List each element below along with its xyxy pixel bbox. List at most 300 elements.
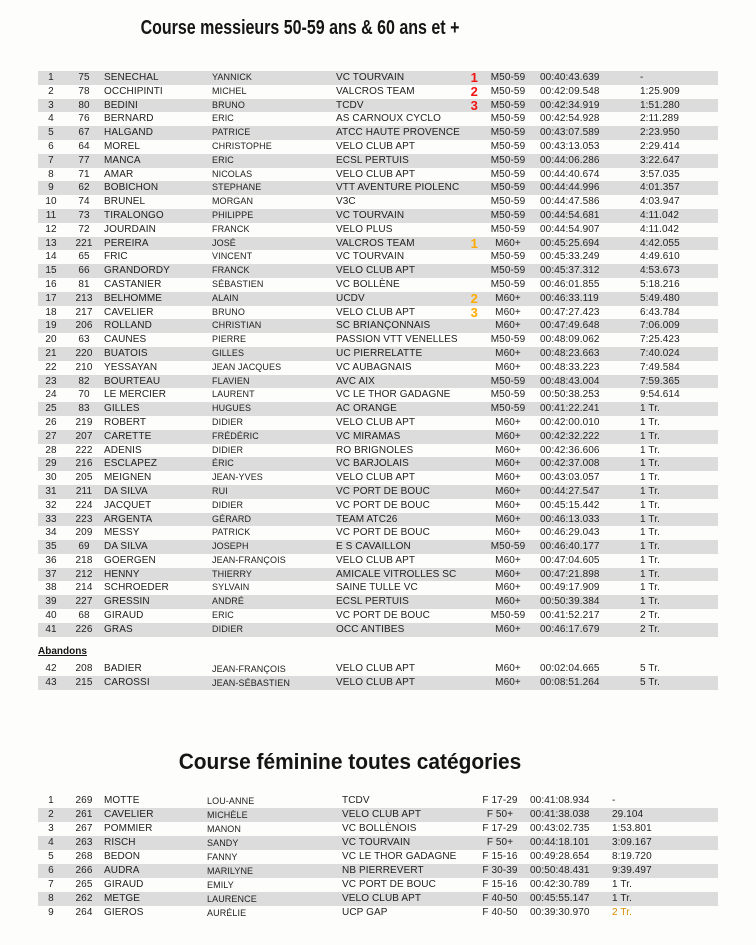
first-name-cell: BRUNO [212, 306, 246, 317]
last-name-cell: GRESSIN [104, 596, 150, 608]
first-name-cell: JEAN-FRANÇOIS [212, 664, 286, 674]
result-row [38, 878, 718, 892]
position-cell: 41 [45, 623, 57, 635]
category-cell: M50-59 [490, 154, 526, 166]
bib-number-cell: 206 [75, 320, 93, 332]
gap-cell: 1 Tr. [640, 596, 660, 608]
time-cell: 00:46:01.855 [540, 278, 600, 290]
category-rank-marker [452, 333, 478, 347]
club-cell: VC BOLLÈNOIS [342, 823, 417, 834]
category-cell: M60+ [495, 292, 521, 304]
result-row [38, 906, 718, 920]
club-cell: AC ORANGE [336, 403, 397, 415]
gap-cell: 6:43.784 [640, 306, 680, 318]
time-cell: 00:45:25.694 [540, 237, 600, 249]
women-results-table [38, 794, 718, 920]
first-name-cell: DIDIER [212, 416, 244, 427]
position-cell: 25 [45, 403, 57, 415]
category-cell: M60+ [495, 444, 521, 456]
time-cell: 00:08:51.264 [540, 677, 600, 688]
gap-cell: 1 Tr. [640, 458, 660, 470]
position-cell: 3 [48, 99, 54, 111]
club-cell: VC LE THOR GADAGNE [336, 389, 451, 401]
first-name-cell: DIDIER [212, 499, 244, 510]
category-rank-marker [452, 375, 478, 389]
result-row [38, 250, 718, 264]
first-name-cell: JOSEPH [212, 541, 249, 552]
bib-number-cell: 83 [78, 403, 90, 415]
club-cell: VC TOURVAIN [342, 837, 411, 848]
bib-number-cell: 218 [75, 554, 93, 566]
first-name-cell: PHILIPPE [212, 209, 254, 220]
last-name-cell: FRIC [104, 251, 128, 263]
time-cell: 00:45:33.249 [540, 251, 600, 263]
category-rank-marker [452, 499, 478, 513]
category-cell: M60+ [495, 568, 521, 580]
position-cell: 12 [45, 223, 57, 235]
category-cell: M60+ [495, 582, 521, 594]
result-row [38, 181, 718, 195]
result-row [38, 623, 718, 637]
position-cell: 34 [45, 527, 57, 539]
position-cell: 8 [48, 168, 54, 180]
gap-cell: 2 Tr. [640, 623, 660, 635]
last-name-cell: BRUNEL [104, 196, 146, 208]
category-cell: F 40-50 [482, 893, 518, 904]
first-name-cell: JEAN-YVES [212, 472, 263, 483]
time-cell: 00:42:30.789 [530, 879, 590, 890]
time-cell: 00:41:52.217 [540, 610, 600, 622]
bib-number-cell: 266 [75, 865, 93, 876]
gap-cell: 3:09.167 [612, 837, 652, 848]
bib-number-cell: 264 [75, 907, 93, 918]
gap-cell: 1 Tr. [640, 554, 660, 566]
gap-cell: 5:49.480 [640, 292, 680, 304]
club-cell: AMICALE VITROLLES SC [336, 568, 457, 580]
category-cell: M60+ [495, 527, 521, 539]
gap-cell: 1 Tr. [640, 499, 660, 511]
position-cell: 29 [45, 458, 57, 470]
category-rank-marker [452, 319, 478, 333]
time-cell: 00:46:29.043 [540, 527, 600, 539]
result-row [38, 292, 718, 306]
bib-number-cell: 69 [78, 541, 90, 553]
time-cell: 00:43:07.589 [540, 127, 600, 139]
last-name-cell: PEREIRA [104, 237, 149, 249]
category-rank-marker [452, 402, 478, 416]
category-cell: M50-59 [490, 196, 526, 208]
position-cell: 43 [45, 677, 57, 688]
bib-number-cell: 224 [75, 499, 93, 511]
result-row [38, 540, 718, 554]
category-cell: M50-59 [490, 375, 526, 387]
club-cell: VC PORT DE BOUC [342, 879, 436, 890]
first-name-cell: JEAN JACQUES [212, 361, 282, 372]
result-row [38, 126, 718, 140]
category-cell: M60+ [495, 499, 521, 511]
position-cell: 42 [45, 663, 57, 674]
first-name-cell: FLAVIEN [212, 375, 250, 386]
club-cell: VELO CLUB APT [336, 265, 416, 277]
category-cell: M50-59 [490, 72, 526, 83]
time-cell: 00:48:43.004 [540, 375, 600, 387]
time-cell: 00:45:15.442 [540, 499, 600, 511]
club-cell: NB PIERREVERT [342, 865, 424, 876]
bib-number-cell: 78 [78, 85, 90, 97]
category-cell: F 15-16 [482, 851, 518, 862]
time-cell: 00:44:40.674 [540, 168, 600, 180]
position-cell: 18 [45, 306, 57, 318]
club-cell: VELO CLUB APT [336, 554, 416, 566]
last-name-cell: DA SILVA [104, 485, 148, 497]
result-row [38, 416, 718, 430]
category-rank-marker [452, 181, 478, 195]
gap-cell: 5 Tr. [640, 663, 660, 674]
time-cell: 00:47:04.605 [540, 554, 600, 566]
club-cell: VELO CLUB APT [336, 306, 416, 318]
last-name-cell: POMMIER [104, 823, 153, 834]
category-cell: M60+ [495, 347, 521, 359]
result-row [38, 850, 718, 864]
last-name-cell: CASTANIER [104, 278, 162, 290]
category-rank-marker: 2 [470, 83, 478, 99]
first-name-cell: JEAN-FRANÇOIS [212, 554, 286, 565]
category-rank-marker [452, 278, 478, 292]
category-cell: M60+ [495, 623, 521, 635]
position-cell: 6 [48, 140, 54, 152]
position-cell: 40 [45, 610, 57, 622]
club-cell: UCDV [336, 292, 365, 304]
first-name-cell: MICHEL [212, 85, 247, 96]
category-cell: M50-59 [490, 265, 526, 277]
last-name-cell: HALGAND [104, 127, 154, 139]
last-name-cell: CAVELIER [104, 809, 154, 820]
category-rank-marker [452, 209, 478, 223]
club-cell: VC PORT DE BOUC [336, 499, 430, 511]
category-cell: F 50+ [486, 837, 514, 848]
first-name-cell: NICOLAS [212, 168, 253, 179]
last-name-cell: CARETTE [104, 430, 152, 442]
position-cell: 15 [45, 265, 57, 277]
last-name-cell: MOTTE [104, 795, 140, 806]
gap-cell: 1:53.801 [612, 823, 652, 834]
last-name-cell: RISCH [104, 837, 136, 848]
category-rank-marker [452, 250, 478, 264]
bib-number-cell: 216 [75, 458, 93, 470]
result-row [38, 485, 718, 499]
last-name-cell: HENNY [104, 568, 140, 580]
result-row [38, 347, 718, 361]
category-rank-marker [452, 540, 478, 554]
position-cell: 13 [45, 237, 57, 249]
position-cell: 5 [48, 851, 54, 862]
position-cell: 8 [48, 893, 54, 904]
result-row [38, 154, 718, 168]
bib-number-cell: 67 [78, 127, 90, 139]
result-row [38, 444, 718, 458]
category-rank-marker [452, 554, 478, 568]
last-name-cell: TIRALONGO [104, 209, 164, 221]
bib-number-cell: 207 [75, 430, 93, 442]
category-cell: M50-59 [490, 610, 526, 622]
category-cell: F 15-16 [482, 879, 518, 890]
bib-number-cell: 262 [75, 893, 93, 904]
gap-cell: 5 Tr. [640, 677, 660, 688]
last-name-cell: ARGENTA [104, 513, 153, 525]
last-name-cell: SCHROEDER [104, 582, 169, 594]
position-cell: 19 [45, 320, 57, 332]
category-rank-marker [452, 416, 478, 430]
club-cell: VC AUBAGNAIS [336, 361, 412, 373]
result-row [38, 402, 718, 416]
category-rank-marker: 1 [470, 70, 478, 85]
category-cell: M60+ [495, 306, 521, 318]
first-name-cell: ERIC [212, 154, 234, 165]
first-name-cell: AURÉLIE [207, 908, 247, 918]
gap-cell: 9:54.614 [640, 389, 680, 401]
last-name-cell: YESSAYAN [104, 361, 158, 373]
club-cell: AS CARNOUX CYCLO [336, 113, 441, 125]
gap-cell: 2:29.414 [640, 140, 680, 152]
club-cell: SAINE TULLE VC [336, 582, 418, 594]
category-cell: M50-59 [490, 541, 526, 553]
position-cell: 37 [45, 568, 57, 580]
category-rank-marker [452, 168, 478, 182]
result-row [38, 499, 718, 513]
first-name-cell: LAURENCE [207, 894, 257, 904]
bib-number-cell: 221 [75, 237, 93, 249]
club-cell: VC TOURVAIN [336, 72, 405, 83]
position-cell: 5 [48, 127, 54, 139]
club-cell: SC BRIANÇONNAIS [336, 320, 431, 332]
bib-number-cell: 213 [75, 292, 93, 304]
last-name-cell: BUATOIS [104, 347, 148, 359]
last-name-cell: BERNARD [104, 113, 154, 125]
time-cell: 00:42:34.919 [540, 99, 600, 111]
category-rank-marker: 3 [470, 97, 478, 113]
last-name-cell: OCCHIPINTI [104, 85, 163, 97]
result-row [38, 794, 718, 808]
time-cell: 00:47:49.648 [540, 320, 600, 332]
club-cell: UCP GAP [342, 907, 388, 918]
club-cell: TCDV [336, 99, 364, 111]
category-cell: M60+ [495, 596, 521, 608]
bib-number-cell: 219 [75, 416, 93, 428]
time-cell: 00:49:28.654 [530, 851, 590, 862]
club-cell: ECSL PERTUIS [336, 154, 409, 166]
club-cell: VELO CLUB APT [336, 663, 416, 674]
bib-number-cell: 66 [78, 265, 90, 277]
position-cell: 16 [45, 278, 57, 290]
last-name-cell: BOBICHON [104, 182, 159, 194]
men-abandons-table [38, 662, 718, 690]
men-race-title: Course messieurs 50-59 ans & 60 ans et + [140, 17, 460, 39]
result-row [38, 99, 718, 113]
club-cell: VELO CLUB APT [336, 416, 416, 428]
category-rank-marker [452, 361, 478, 375]
last-name-cell: GILLES [104, 403, 140, 415]
last-name-cell: LE MERCIER [104, 389, 167, 401]
men-results-table [38, 71, 718, 637]
club-cell: VELO CLUB APT [342, 809, 422, 820]
result-row [38, 237, 718, 251]
time-cell: 00:46:13.033 [540, 513, 600, 525]
category-rank-marker: 3 [470, 304, 478, 320]
bib-number-cell: 77 [78, 154, 90, 166]
bib-number-cell: 65 [78, 251, 90, 263]
time-cell: 00:48:09.062 [540, 334, 600, 346]
category-rank-marker [452, 223, 478, 237]
first-name-cell: FRANCK [212, 265, 250, 276]
time-cell: 00:02:04.665 [540, 663, 600, 674]
club-cell: VELO PLUS [336, 223, 393, 235]
bib-number-cell: 63 [78, 334, 90, 346]
position-cell: 33 [45, 513, 57, 525]
last-name-cell: CAUNES [104, 334, 147, 346]
gap-cell: 2 Tr. [612, 907, 632, 918]
position-cell: 3 [48, 823, 54, 834]
time-cell: 00:43:03.057 [540, 472, 600, 484]
last-name-cell: DA SILVA [104, 541, 148, 553]
gap-cell: 1:25.909 [640, 85, 680, 97]
category-cell: M50-59 [490, 209, 526, 221]
first-name-cell: GILLES [212, 347, 245, 358]
category-cell: M60+ [495, 513, 521, 525]
first-name-cell: PATRICK [212, 527, 251, 538]
first-name-cell: ERIC [212, 113, 234, 124]
bib-number-cell: 269 [75, 795, 93, 806]
category-cell: M60+ [495, 361, 521, 373]
bib-number-cell: 214 [75, 582, 93, 594]
time-cell: 00:44:06.286 [540, 154, 600, 166]
bib-number-cell: 68 [78, 610, 90, 622]
last-name-cell: GRANDORDY [104, 265, 170, 277]
position-cell: 27 [45, 430, 57, 442]
gap-cell: - [640, 72, 644, 83]
category-cell: M60+ [495, 430, 521, 442]
category-cell: M60+ [495, 663, 521, 674]
first-name-cell: MORGAN [212, 196, 254, 207]
club-cell: VC MIRAMAS [336, 430, 401, 442]
category-cell: M60+ [495, 320, 521, 332]
first-name-cell: ANDRÉ [212, 596, 245, 607]
time-cell: 00:48:23.663 [540, 347, 600, 359]
category-cell: M50-59 [490, 85, 526, 97]
category-cell: M50-59 [490, 389, 526, 401]
category-rank-marker [452, 112, 478, 126]
position-cell: 23 [45, 375, 57, 387]
first-name-cell: FRANCK [212, 223, 250, 234]
last-name-cell: JACQUET [104, 499, 152, 511]
gap-cell: 4:49.610 [640, 251, 680, 263]
bib-number-cell: 208 [75, 663, 93, 674]
club-cell: VELO CLUB APT [336, 168, 416, 180]
last-name-cell: ROLLAND [104, 320, 152, 332]
gap-cell: 9:39.497 [612, 865, 652, 876]
club-cell: VALCROS TEAM [336, 237, 415, 249]
category-rank-marker [452, 676, 478, 690]
position-cell: 9 [48, 907, 54, 918]
first-name-cell: MARILYNE [207, 866, 254, 876]
last-name-cell: GIRAUD [104, 879, 144, 890]
result-row [38, 278, 718, 292]
last-name-cell: JOURDAIN [104, 223, 156, 235]
gap-cell: 2:23.950 [640, 127, 680, 139]
first-name-cell: LAURENT [212, 389, 255, 400]
gap-cell: 4:03.947 [640, 196, 680, 208]
last-name-cell: MOREL [104, 140, 141, 152]
gap-cell: 1 Tr. [640, 472, 660, 484]
first-name-cell: LOU-ANNE [207, 796, 255, 806]
result-row [38, 264, 718, 278]
result-row [38, 209, 718, 223]
position-cell: 14 [45, 251, 57, 263]
bib-number-cell: 268 [75, 851, 93, 862]
result-row [38, 112, 718, 126]
position-cell: 26 [45, 416, 57, 428]
position-cell: 4 [48, 837, 54, 848]
club-cell: TEAM ATC26 [336, 513, 398, 525]
first-name-cell: SYLVAIN [212, 582, 250, 593]
gap-cell: 1 Tr. [640, 568, 660, 580]
bib-number-cell: 217 [75, 306, 93, 318]
category-cell: M50-59 [490, 223, 526, 235]
bib-number-cell: 210 [75, 361, 93, 373]
last-name-cell: SENECHAL [104, 72, 159, 83]
club-cell: VELO CLUB APT [336, 140, 416, 152]
first-name-cell: ERIC [212, 610, 234, 621]
first-name-cell: RUI [212, 485, 228, 496]
category-rank-marker [452, 568, 478, 582]
bib-number-cell: 226 [75, 623, 93, 635]
gap-cell: 3:57.035 [640, 168, 680, 180]
category-rank-marker [452, 444, 478, 458]
last-name-cell: AMAR [104, 168, 134, 180]
category-cell: M60+ [495, 237, 521, 249]
category-cell: M60+ [495, 485, 521, 497]
time-cell: 00:41:38.038 [530, 809, 590, 820]
bib-number-cell: 267 [75, 823, 93, 834]
category-cell: F 50+ [486, 809, 514, 820]
position-cell: 1 [48, 795, 54, 806]
time-cell: 00:44:44.996 [540, 182, 600, 194]
gap-cell: 2:11.289 [640, 113, 679, 125]
first-name-cell: DIDIER [212, 444, 244, 455]
first-name-cell: HUGUES [212, 403, 252, 414]
category-cell: M50-59 [490, 99, 526, 111]
result-row [38, 471, 718, 485]
category-cell: F 17-29 [482, 823, 518, 834]
result-row [38, 333, 718, 347]
bib-number-cell: 70 [78, 389, 90, 401]
result-row [38, 609, 718, 623]
time-cell: 00:47:21.898 [540, 568, 600, 580]
time-cell: 00:39:30.970 [530, 907, 590, 918]
gap-cell: 29.104 [612, 809, 644, 820]
result-row [38, 595, 718, 609]
bib-number-cell: 72 [78, 223, 90, 235]
position-cell: 20 [45, 334, 57, 346]
position-cell: 4 [48, 113, 54, 125]
gap-cell: 5:18.216 [640, 278, 680, 290]
last-name-cell: METGE [104, 893, 141, 904]
category-rank-marker [452, 609, 478, 623]
result-row [38, 319, 718, 333]
result-row [38, 892, 718, 906]
bib-number-cell: 261 [75, 809, 93, 820]
category-cell: M60+ [495, 416, 521, 428]
position-cell: 11 [45, 209, 57, 221]
